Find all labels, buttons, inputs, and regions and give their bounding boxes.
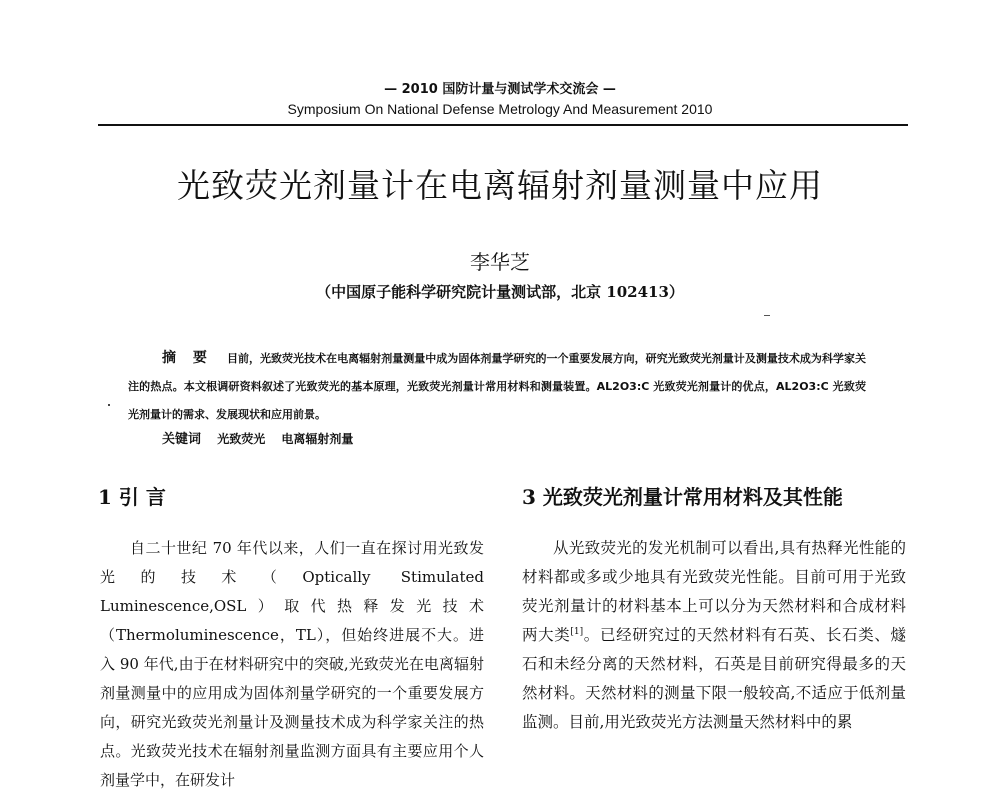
- materials-paragraph: [522, 534, 906, 737]
- section-heading-introduction: 1 引 言: [98, 485, 166, 509]
- keyword-item: 电离辐射剂量: [281, 432, 354, 446]
- keywords-label: 关键词: [162, 432, 202, 447]
- author-affiliation: （中国原子能科学研究院计量测试部，北京 102413）: [316, 283, 684, 301]
- abstract-text: 目前，光致荧光技术在电离辐射剂量测量中成为固体剂量学研究的一个重要发展方向，研究光致荧光剂量计及测量技术成为科学家关注的热点。本文根调研资料叙述了光致荧光的基本原理，光致荧光剂量计常用材料和测量装置。AL2O3:C 光致荧光剂量计的优点，AL2O3:C 光致荧光剂量计的需求、发展现状和应用前景。: [128, 352, 867, 421]
- right-column: [522, 534, 906, 737]
- abstract-label: 摘 要: [162, 350, 213, 366]
- stray-mark: [764, 315, 770, 316]
- stray-dot: [108, 404, 110, 406]
- conference-title-en: Symposium On National Defense Metrology And Measurement 2010: [287, 101, 713, 117]
- keyword-item: 光致荧光: [217, 432, 266, 446]
- author-name: 李华芝: [470, 250, 530, 274]
- header-rule: [98, 124, 908, 126]
- abstract: [128, 344, 866, 429]
- introduction-paragraph: 自二十世纪 70 年代以来，人们一直在探讨用光致发光的技术（Optically Stimulated Luminescence,OSL）取代热释发光技术（Thermoluminescence，TL），但始终进展不大。进入 90 年代,由于在材料研究中的突破,光致荧光在电离辐射剂量测量中的应用成为固体剂量学研究的一个重要发展方向，研究光致荧光剂量计及测量技术成为科学家关注的热点。光致荧光技术在辐射剂量监测方面具有主要应用个人剂量学中，在研发计: [100, 539, 484, 789]
- left-column: [100, 534, 484, 795]
- materials-text-part1: 从光致荧光的发光机制可以看出,具有热释光性能的材料都或多或少地具有光致荧光性能。目前可用于光致荧光剂量计的材料基本上可以分为天然材料和合成材料两大类: [522, 539, 906, 644]
- keywords: [162, 428, 365, 447]
- materials-text-part2: 。已经研究过的天然材料有石英、长石类、燧石和未经分离的天然材料，石英是目前研究得最多的天然材料。天然材料的测量下限一般较高,不适应于低剂量监测。目前,用光致荧光方法测量天然材料中的累: [522, 626, 906, 731]
- section-heading-materials: 3 光致荧光剂量计常用材料及其性能: [522, 485, 843, 509]
- paper-title: 光致荧光剂量计在电离辐射剂量测量中应用: [177, 166, 823, 205]
- citation-ref: [1]: [570, 626, 584, 637]
- conference-title-cn: — 2010 国防计量与测试学术交流会 —: [384, 82, 616, 97]
